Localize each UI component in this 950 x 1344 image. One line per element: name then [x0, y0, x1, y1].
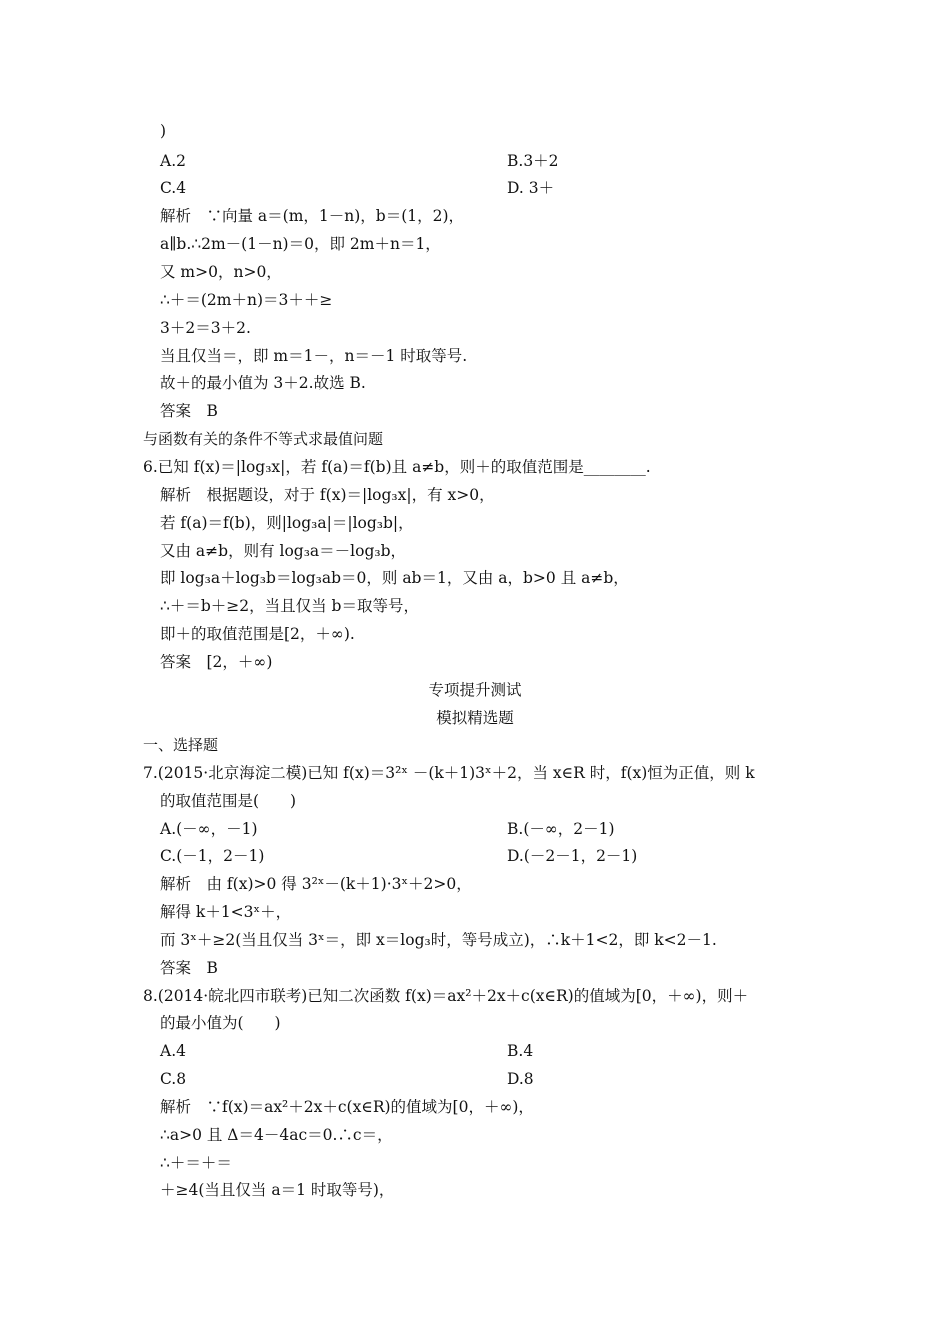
text-line: 答案 B — [160, 959, 218, 977]
text-line: A.4 — [160, 1042, 186, 1060]
text-line: 即 log₃a＋log₃b＝log₃ab＝0，则 ab＝1，又由 a，b>0 且 a≠b， — [160, 569, 629, 587]
text-line: 答案 [2，＋∞) — [160, 653, 273, 671]
text-line: 解得 k＋1<3ˣ＋， — [160, 903, 292, 921]
text-line: C.4 — [160, 179, 187, 197]
text-line: 答案 B — [160, 402, 218, 420]
text-line: B.3＋2 — [507, 152, 559, 170]
text-line: B.4 — [507, 1042, 534, 1060]
text-line: ∴＋＝b＋≥2，当且仅当 b＝取等号， — [160, 597, 419, 615]
text-line: 解析 ∵向量 a＝(m，1－n)，b＝(1，2)， — [160, 207, 465, 225]
text-line: 解析 ∵f(x)＝ax²＋2x＋c(x∈R)的值域为[0，＋∞)， — [160, 1098, 534, 1116]
text-line: 一、选择题 — [143, 736, 219, 754]
text-line: 的取值范围是( ) — [160, 792, 297, 810]
text-line: 专项提升测试 — [428, 681, 522, 699]
text-line: 而 3ˣ＋≥2(当且仅当 3ˣ＝，即 x＝log₃时，等号成立)，∴k＋1<2，即 k<2－1. — [160, 931, 717, 949]
text-line: ∴＋＝(2m＋n)＝3＋＋≥ — [160, 291, 333, 309]
text-line: B.(－∞，2－1) — [507, 820, 615, 838]
text-line: D.8 — [507, 1070, 534, 1088]
text-line: 8.(2014·皖北四市联考)已知二次函数 f(x)＝ax²＋2x＋c(x∈R)的值域为[0，＋∞)，则＋ — [143, 987, 749, 1005]
text-line: 3＋2＝3＋2. — [160, 319, 251, 337]
text-line: 7.(2015·北京海淀二模)已知 f(x)＝3²ˣ －(k＋1)3ˣ＋2，当 x∈R 时，f(x)恒为正值，则 k — [143, 764, 755, 782]
text-line: 故＋的最小值为 3＋2.故选 B. — [160, 374, 366, 392]
text-line: C.8 — [160, 1070, 187, 1088]
text-line: ∴a>0 且 Δ＝4－4ac＝0.∴c＝， — [160, 1126, 393, 1144]
text-line: 与函数有关的条件不等式求最值问题 — [143, 430, 384, 448]
text-line: 6.已知 f(x)＝|log₃x|，若 f(a)＝f(b)且 a≠b，则＋的取值范围是________. — [143, 458, 651, 476]
text-line: 即＋的取值范围是[2，＋∞). — [160, 625, 355, 643]
text-line: 又由 a≠b，则有 log₃a＝－log₃b， — [160, 542, 407, 560]
text-line: 又 m>0，n>0， — [160, 263, 282, 281]
text-line: A.(－∞，－1) — [160, 820, 258, 838]
text-line: 若 f(a)＝f(b)，则|log₃a|＝|log₃b|， — [160, 514, 414, 532]
text-line: ∴＋＝＋＝ — [160, 1154, 232, 1172]
text-line: D. 3＋ — [507, 179, 555, 197]
text-line: C.(－1，2－1) — [160, 847, 265, 865]
text-line: 模拟精选题 — [436, 709, 514, 727]
text-line: ＋≥4(当且仅当 a＝1 时取等号)， — [160, 1181, 395, 1199]
text-line: 的最小值为( ) — [160, 1014, 281, 1032]
text-line: A.2 — [160, 152, 186, 170]
text-line: ) — [160, 122, 167, 140]
text-line: 当且仅当＝，即 m＝1－，n＝－1 时取等号. — [160, 347, 468, 365]
text-line: D.(－2－1，2－1) — [507, 847, 638, 865]
text-line: 解析 由 f(x)>0 得 3²ˣ－(k＋1)·3ˣ＋2>0， — [160, 875, 472, 893]
text-line: a∥b.∴2m－(1－n)＝0，即 2m＋n＝1， — [160, 235, 441, 253]
text-line: 解析 根据题设，对于 f(x)＝|log₃x|，有 x>0， — [160, 486, 495, 504]
